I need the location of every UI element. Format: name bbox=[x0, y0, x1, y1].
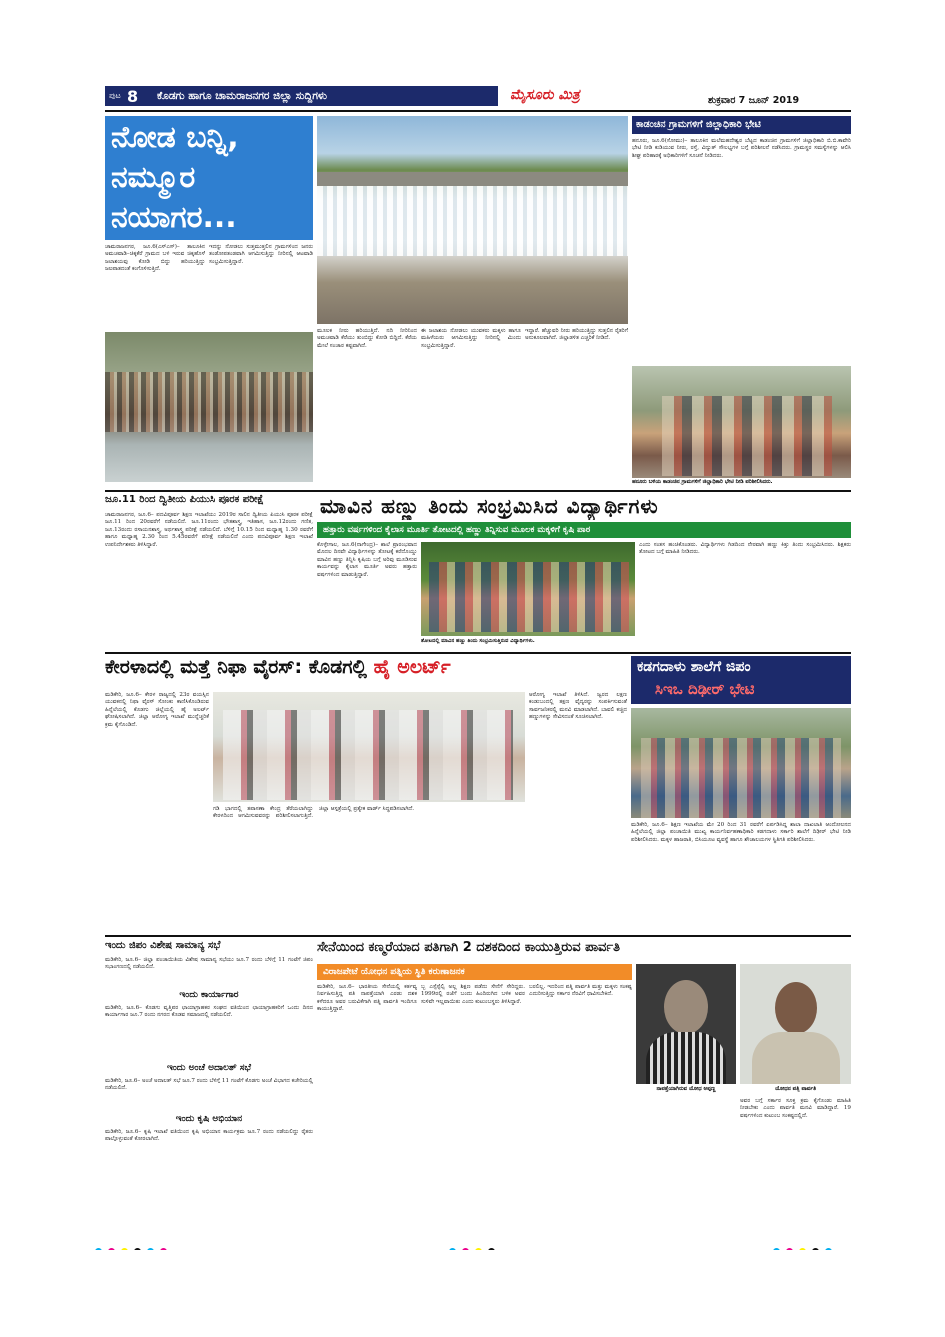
crowd-people bbox=[105, 372, 313, 432]
niagara-col2: ಇದನ್ನು ನೋಡಲು ಸುತ್ತಮುತ್ತಲಿನ ಗ್ರಾಮಗಳಿಂದ ಜನರು ತಂಡೋಪತಂಡವಾಗಿ ಆಗಮಿಸುತ್ತಿದ್ದು ನೀರಿನಲ್ಲಿ ಆಟವಾಡಿ ಸಂಭ್ರಮಿಸುತ್ತಿದ್ದಾರೆ. bbox=[209, 244, 313, 265]
rule-1 bbox=[105, 490, 851, 492]
parvathi-subtitle-bar bbox=[317, 964, 632, 980]
header-rule bbox=[105, 110, 851, 112]
ceo-title-bar bbox=[631, 656, 851, 704]
parvathi-face bbox=[775, 982, 817, 1034]
registration-dots-right bbox=[770, 1240, 860, 1250]
parvathi-title: ಸೇನೆಯಿಂದ ಕಣ್ಮರೆಯಾದ ಪತಿಗಾಗಿ 2 ದಶಕದಿಂದ ಕಾಯುತ್ತಿರುವ ಪಾರ್ವತಿ bbox=[317, 940, 620, 955]
nipah-body3: ಆರೋಗ್ಯ ಇಲಾಖೆ ತಿಳಿಸಿದೆ. ಜ್ವರದ ಲಕ್ಷಣ ಕಂಡುಬಂದಲ್ಲಿ ತಕ್ಷಣ ವೈದ್ಯರನ್ನು ಸಂಪರ್ಕಿಸುವಂತೆ ಸಾರ್ವಜನಿಕರಲ್ಲಿ ಮನವಿ ಮಾಡಲಾಗಿದೆ. ಬಾವಲಿ ಕಚ್ಚಿದ ಹಣ್ಣುಗಳನ್ನು ಸೇವಿಸದಂತೆ ಸೂಚಿಸಲಾಗಿದೆ. bbox=[529, 692, 627, 721]
registration-dots-center bbox=[446, 1240, 526, 1250]
collector-people bbox=[662, 396, 832, 476]
nipah-title-alert: ಹೈ ಅಲರ್ಟ್ bbox=[373, 656, 451, 678]
soldier-photo bbox=[636, 964, 736, 1084]
niagara-col4: ಈ ಜಲಾಶಯ ನೋಡಲು ಯುವಕರು ಮಕ್ಕಳು ಹಾಗೂ ಮಹಿಳೆಯರು ಆಗಮಿಸುತ್ತಿದ್ದು ನೀರಿನಲ್ಲಿ ಮಿಂದು ಸಂಭ್ರಮಿಸುತ್ತಿದ್ದಾರೆ. bbox=[421, 328, 521, 349]
puc-body: ಚಾಮರಾಜನಗರ, ಜೂ.6– ಪದವಿಪೂರ್ವ ಶಿಕ್ಷಣ ಇಲಾಖೆಯು 2019ರ ಸಾಲಿನ ದ್ವಿತೀಯ ಪಿಯುಸಿ ಪೂರಕ ಪರೀಕ್ಷೆ ಜೂ.11 ರಿಂದ 20ರವರೆಗೆ ನಡೆಯಲಿದೆ. ಜೂ.11ರಂದು ಭೌತಶಾಸ್ತ್ರ, ಇತಿಹಾಸ, ಜೂ.12ರಂದು ಗಣಿತ, ಜೂ.13ರಂದು ರಸಾಯನಶಾಸ್ತ್ರ, ಅರ್ಥಶಾಸ್ತ್ರ ಪರೀಕ್ಷೆ ನಡೆಯಲಿದೆ. ಬೆಳಿಗ್ಗೆ 10.15 ರಿಂದ ಮಧ್ಯಾಹ್ನ 1.30 ರವರೆಗೆ ಹಾಗೂ ಮಧ್ಯಾಹ್ನ 2.30 ರಿಂದ 5.45ರವರೆಗೆ ಪರೀಕ್ಷೆ ನಡೆಯಲಿದೆ ಎಂದು ಪದವಿಪೂರ್ವ ಶಿಕ್ಷಣ ಇಲಾಖೆ ಉಪನಿರ್ದೇಶಕರು ತಿಳಿಸಿದ್ದಾರೆ. bbox=[105, 512, 313, 548]
collector-photo bbox=[632, 366, 851, 478]
agri-body: ಮಡಿಕೇರಿ, ಜೂ.6– ಕೃಷಿ ಇಲಾಖೆ ವತಿಯಿಂದ ಕೃಷಿ ಅಭಿಯಾನ ಕಾರ್ಯಕ್ರಮ ಜೂ.7 ರಂದು ನಡೆಯಲಿದ್ದು ರೈತರು ಪಾಲ್ಗೊಳ್ಳುವಂತೆ ಕೋರಲಾಗಿದೆ. bbox=[105, 1129, 313, 1143]
parvathi-body4: ಅವರ ಬಗ್ಗೆ ಸರ್ಕಾರ ಸೂಕ್ತ ಕ್ರಮ ಕೈಗೊಂಡು ಮಾಹಿತಿ ನೀಡಬೇಕು ಎಂದು ಪಾರ್ವತಿ ಮನವಿ ಮಾಡಿದ್ದಾರೆ. 19 ವರ್ಷಗಳಿಂದ ಕುಟುಂಬ ಸಂಕಷ್ಟದಲ್ಲಿದೆ. bbox=[740, 1098, 851, 1119]
nipah-title bbox=[105, 656, 627, 686]
parvathi-photo bbox=[740, 964, 851, 1084]
workshop-title: ಇಂದು ಕಾರ್ಯಾಗಾರ bbox=[179, 990, 239, 1000]
collector-body: ಹನೂರು, ಜೂ.6(ಸೋಮು)– ತಾಲೂಕಿನ ಮಲೆಮಹದೇಶ್ವರ ಬೆಟ್ಟದ ಕಾಡಂಚಿನ ಗ್ರಾಮಗಳಿಗೆ ಜಿಲ್ಲಾಧಿಕಾರಿ ಬಿ.ಬಿ.ಕಾವೇರಿ ಭೇಟಿ ನೀಡಿ ಕುಡಿಯುವ ನೀರು, ರಸ್ತೆ, ವಿದ್ಯುತ್ ಸೌಲಭ್ಯಗಳ ಬಗ್ಗೆ ಪರಿಶೀಲನೆ ನಡೆಸಿದರು. ಗ್ರಾಮಸ್ಥರ ಸಮಸ್ಯೆಗಳನ್ನು ಆಲಿಸಿ ಶೀಘ್ರ ಪರಿಹಾರಕ್ಕೆ ಅಧಿಕಾರಿಗಳಿಗೆ ಸೂಚನೆ ನೀಡಿದರು. bbox=[632, 138, 851, 159]
page-number: 8 bbox=[127, 87, 139, 106]
soldier-face bbox=[664, 980, 708, 1034]
agri-title: ಇಂದು ಕೃಷಿ ಅಭಿಯಾನ bbox=[175, 1114, 243, 1124]
mango-students bbox=[429, 562, 629, 632]
registration-dots-left bbox=[92, 1240, 212, 1250]
page-label: ಪುಟ bbox=[109, 91, 121, 100]
niagara-title-box bbox=[105, 116, 313, 240]
nipah-body1: ಮಡಿಕೇರಿ, ಜೂ.6– ಕೇರಳ ರಾಜ್ಯದಲ್ಲಿ 23ರ ವಯಸ್ಸಿನ ಯುವಕನಲ್ಲಿ ನಿಫಾ ವೈರಸ್ ಸೋಂಕು ಕಾಣಿಸಿಕೊಂಡಿರುವ ಹಿನ್ನೆಲೆಯಲ್ಲಿ ಕೊಡಗು ಜಿಲ್ಲೆಯಲ್ಲಿ ಹೈ ಅಲರ್ಟ್ ಘೋಷಿಸಲಾಗಿದೆ. ಜಿಲ್ಲಾ ಆರೋಗ್ಯ ಇಲಾಖೆ ಮುನ್ನೆಚ್ಚರಿಕೆ ಕ್ರಮ ಕೈಗೊಂಡಿದೆ. bbox=[105, 692, 209, 728]
paper-name bbox=[510, 84, 630, 108]
parvathi-saree bbox=[752, 1032, 840, 1084]
nipah-officials bbox=[223, 710, 513, 800]
puc-title: ಜೂ.11 ರಿಂದ ದ್ವಿತೀಯ ಪಿಯುಸಿ ಪೂರಕ ಪರೀಕ್ಷೆ bbox=[105, 494, 264, 505]
crowd-photo bbox=[105, 332, 313, 482]
issue-date-text: ಶುಕ್ರವಾರ 7 ಜೂನ್ 2019 bbox=[708, 95, 800, 106]
workshop-body: ಮಡಿಕೇರಿ, ಜೂ.6– ಕೊಡಗು ವೃತ್ತಿಪರ ಛಾಯಾಗ್ರಾಹಕರ ಸಂಘದ ವತಿಯಿಂದ ಛಾಯಾಗ್ರಾಹಕರಿಗೆ ಒಂದು ದಿನದ ಕಾರ್ಯಾಗಾರ ಜೂ.7 ರಂದು ನಗರದ ಕೊಡವ ಸಮಾಜದಲ್ಲಿ ನಡೆಯಲಿದೆ. bbox=[105, 1005, 313, 1019]
parvathi-body2: ಬ್ಬ ಎಸ್ಸೆಸ್ಸೆಲ್ಸಿ ಅಲ್ಲ ಶಿಕ್ಷಣ ಪಡೆದು ಸೇನೆಗೆ ಸೇರಿದ್ದರು. 1999ರಲ್ಲಿ ರಜೆಗೆ ಬಂದು ಹಿಂದಿರುಗಿದ ಬಳಿಕ ಅವರ ಸುಳಿವೇ ಇಲ್ಲವಾಯಿತು ಎಂದು ಕುಟುಂಬಸ್ಥರು ತಿಳಿಸಿದ್ದಾರೆ. bbox=[421, 984, 525, 1005]
collector-caption: ಹನೂರು ಬಳಿಯ ಕಾಡಂಚಿನ ಗ್ರಾಮಗಳಿಗೆ ಜಿಲ್ಲಾಧಿಕಾರಿ ಭೇಟಿ ನೀಡಿ ಪರಿಶೀಲಿಸಿದರು. bbox=[632, 479, 773, 485]
waterfall-foam bbox=[317, 186, 628, 256]
postal-body: ಮಡಿಕೇರಿ, ಜೂ.6– ಅಂಚೆ ಅದಾಲತ್ ಸಭೆ ಜೂ.7 ರಂದು ಬೆಳಿಗ್ಗೆ 11 ಗಂಟೆಗೆ ಕೊಡಗು ಅಂಚೆ ವಿಭಾಗದ ಕಚೇರಿಯಲ್ಲಿ ನಡೆಯಲಿದೆ. bbox=[105, 1078, 313, 1092]
zp-body: ಮಡಿಕೇರಿ, ಜೂ.6– ಜಿಲ್ಲಾ ಪಂಚಾಯಿತಿಯ ವಿಶೇಷ ಸಾಮಾನ್ಯ ಸಭೆಯು ಜೂ.7 ರಂದು ಬೆಳಿಗ್ಗೆ 11 ಗಂಟೆಗೆ ಜಿಪಂ ಸಭಾಂಗಣದಲ್ಲಿ ನಡೆಯಲಿದೆ. bbox=[105, 957, 313, 971]
niagara-col1: ಚಾಮರಾಜನಗರ, ಜೂ.6(ಎಸ್‌ಎಸ್)– ತಾಲೂಕಿನ ಅಮಚವಾಡಿ–ಚಿಕ್ಕಕೆರೆ ಗ್ರಾಮದ ಬಳಿ ಇರುವ ಚಿಕ್ಕಹೊಳೆ ಜಲಾಶಯವು ಕೋಡಿ ಬಿದ್ದು ಹರಿಯುತ್ತಿದ್ದು ಜಲಪಾತದಂತೆ ಕಂಗೊಳಿಸುತ್ತಿದೆ. bbox=[105, 244, 205, 273]
collector-title-bar bbox=[632, 116, 851, 134]
paper-name-text: ಮೈಸೂರು ಮಿತ್ರ bbox=[510, 87, 580, 103]
niagara-title: ನೋಡ ಬನ್ನಿ, ನಮ್ಮೂರ ನಯಾಗರ... bbox=[111, 120, 239, 235]
ceo-title-line1: ಕಡಗದಾಳು ಶಾಲೆಗೆ ಜಿಪಂ bbox=[637, 659, 751, 675]
mango-body2: ಎಂದು ಸಂತಸ ಹಂಚಿಕೊಂಡರು. ವಿದ್ಯಾರ್ಥಿಗಳು ಗಿಡದಿಂದ ನೇರವಾಗಿ ಹಣ್ಣು ಕಿತ್ತು ತಿಂದು ಸಂಭ್ರಮಿಸಿದರು. ಶಿಕ್ಷಕರು ತೋಟದ ಬಗ್ಗೆ ಮಾಹಿತಿ ನೀಡಿದರು. bbox=[639, 542, 851, 556]
ceo-body: ಮಡಿಕೇರಿ, ಜೂ.6– ಶಿಕ್ಷಣ ಇಲಾಖೆಯ ಮೇ 20 ರಿಂದ 31 ರವರೆಗೆ ಏರ್ಪಡಿಸಿದ್ದ ಶಾಲಾ ದಾಖಲಾತಿ ಆಂದೋಲನದ ಹಿನ್ನೆಲೆಯಲ್ಲಿ ಜಿಲ್ಲಾ ಪಂಚಾಯಿತಿ ಮುಖ್ಯ ಕಾರ್ಯನಿರ್ವಹಣಾಧಿಕಾರಿ ಕಡಗದಾಳು ಸರ್ಕಾರಿ ಶಾಲೆಗೆ ದಿಢೀರ್ ಭೇಟಿ ನೀಡಿ ಪರಿಶೀಲಿಸಿದರು. ಮಕ್ಕಳ ಹಾಜರಾತಿ, ಬಿಸಿಯೂಟ ವ್ಯವಸ್ಥೆ ಹಾಗೂ ಶೌಚಾಲಯಗಳ ಸ್ಥಿತಿಗತಿ ಪರಿಶೀಲಿಸಿದರು. bbox=[631, 822, 851, 843]
ceo-photo bbox=[631, 708, 851, 818]
ceo-title-line2: ಸಿಇಒ ದಿಢೀರ್ ಭೇಟಿ bbox=[655, 680, 755, 698]
niagara-col3: ಮೂಲಕ ನೀರು ಹರಿಯುತ್ತಿದೆ. ನದಿ ನೀರಿನಿಂದ ಅಮಚವಾಡಿ ಕೆರೆಯು ತುಂಬಿದ್ದು ಕೋಡಿ ಬಿದ್ದಿದೆ. ಕೆರೆಯ ಮೇಲೆ ಸಂಚಾರ ಕಷ್ಟವಾಗಿದೆ. bbox=[317, 328, 417, 349]
page-badge bbox=[105, 86, 151, 106]
parvathi-subtitle: ವಿರಾಜಪೇಟೆ ಯೋಧನ ಪತ್ನಿಯ ಸ್ಥಿತಿ ಕರುಣಾಜನಕ bbox=[323, 967, 465, 977]
nipah-title-main: ಕೇರಳಾದಲ್ಲಿ ಮತ್ತೆ ನಿಫಾ ವೈರಸ್: ಕೊಡಗಲ್ಲಿ bbox=[105, 656, 367, 678]
postal-title: ಇಂದು ಅಂಚೆ ಅದಾಲತ್ ಸಭೆ bbox=[166, 1063, 252, 1073]
mango-subtitle-bar bbox=[317, 522, 851, 538]
soldier-caption: ನಾಪತ್ತೆಯಾಗಿರುವ ಯೋಧ ಅಪ್ಪಣ್ಣ bbox=[656, 1086, 716, 1092]
parvathi-body1: ಮಡಿಕೇರಿ, ಜೂ.6– ಭಾರತೀಯ ಸೇನೆಯಲ್ಲಿ ಕರ್ತವ್ಯ ನಿರ್ವಹಿಸುತ್ತಿದ್ದ ಪತಿ ನಾಪತ್ತೆಯಾಗಿ ಎರಡು ದಶಕ ಕಳೆದರೂ ಅವರ ಬರುವಿಕೆಗಾಗಿ ಪತ್ನಿ ಪಾರ್ವತಿ ಇಂದಿಗೂ ಕಾಯುತ್ತಿದ್ದಾರೆ. bbox=[317, 984, 417, 1013]
parvathi-body3: ಬರಲಿಲ್ಲ. ಇದರಿಂದ ಪತ್ನಿ ಪಾರ್ವತಿ ಮತ್ತು ಮಕ್ಕಳು ಸಂಕಷ್ಟ ಎದುರಿಸುತ್ತಿದ್ದು ಸರ್ಕಾರ ನೆರವಿಗೆ ಧಾವಿಸಬೇಕಿದೆ. bbox=[529, 984, 632, 998]
rule-3 bbox=[105, 935, 851, 937]
nipah-body2: ಗಡಿ ಭಾಗದಲ್ಲಿ ತಪಾಸಣಾ ಕೇಂದ್ರ ತೆರೆಯಲಾಗಿದ್ದು ಕೇರಳದಿಂದ ಆಗಮಿಸುವವರನ್ನು ಪರಿಶೀಲಿಸಲಾಗುತ್ತಿದೆ. ಜಿಲ್ಲಾ ಆಸ್ಪತ್ರೆಯಲ್ಲಿ ಪ್ರತ್ಯೇಕ ವಾರ್ಡ್ ಸಿದ್ಧಪಡಿಸಲಾಗಿದೆ. bbox=[213, 806, 415, 820]
dam-wall bbox=[317, 172, 628, 186]
mango-caption: ತೋಟದಲ್ಲಿ ಮಾವಿನ ಹಣ್ಣು ತಿಂದು ಸಂಭ್ರಮಿಸುತ್ತಿರುವ ವಿದ್ಯಾರ್ಥಿಗಳು. bbox=[421, 638, 535, 644]
waterfall-photo bbox=[317, 116, 628, 324]
soldier-sweater bbox=[646, 1032, 726, 1084]
rule-2 bbox=[105, 652, 851, 654]
parvathi-caption: ಯೋಧನ ಪತ್ನಿ ಪಾರ್ವತಿ bbox=[774, 1086, 817, 1092]
mango-photo bbox=[421, 542, 635, 636]
section-title: ಕೊಡಗು ಹಾಗೂ ಚಾಮರಾಜನಗರ ಜಿಲ್ಲಾ ಸುದ್ದಿಗಳು bbox=[157, 90, 327, 102]
section-title-bar bbox=[151, 86, 498, 106]
ceo-people bbox=[641, 738, 841, 818]
mango-subtitle: ಹತ್ತಾರು ವರ್ಷಗಳಿಂದ ಕೈಲಾಸ ಮೂರ್ತಿ ತೋಟದಲ್ಲಿ ಹಣ್ಣು ತಿನ್ನಿಸುವ ಮೂಲಕ ಮಕ್ಕಳಿಗೆ ಕೃಷಿ ಪಾಠ bbox=[323, 525, 591, 535]
mango-body1: ಕೊಳ್ಳೇಗಾಲ, ಜೂ.6(ನಾಗೇಂದ್ರ)– ಶಾಲೆ ಪ್ರಾರಂಭವಾದ ಮೊದಲ ದಿನವೇ ವಿದ್ಯಾರ್ಥಿಗಳನ್ನು ತೋಟಕ್ಕೆ ಕರೆದೊಯ್ದು ಮಾವಿನ ಹಣ್ಣು ತಿನ್ನಿಸಿ ಕೃಷಿಯ ಬಗ್ಗೆ ಅರಿವು ಮೂಡಿಸುವ ಕಾರ್ಯವನ್ನು ಕೈಲಾಸ ಮೂರ್ತಿ ಅವರು ಹತ್ತಾರು ವರ್ಷಗಳಿಂದ ಮಾಡುತ್ತಿದ್ದಾರೆ. bbox=[317, 542, 417, 578]
zp-title: ಇಂದು ಜಿಪಂ ವಿಶೇಷ ಸಾಮಾನ್ಯ ಸಭೆ bbox=[105, 940, 221, 951]
niagara-col5: ಇದ್ದಾರೆ. ಹೆಚ್ಚುವರಿ ನೀರು ಹರಿಯುತ್ತಿದ್ದು ಸುತ್ತಲಿನ ರೈತರಿಗೆ ಅನುಕೂಲವಾಗಿದೆ. ಜಿಲ್ಲಾಡಳಿತ ಎಚ್ಚರಿಕೆ ನೀಡಿದೆ. bbox=[525, 328, 628, 342]
collector-title: ಕಾಡಂಚಿನ ಗ್ರಾಮಗಳಿಗೆ ಜಿಲ್ಲಾಧಿಕಾರಿ ಭೇಟಿ bbox=[636, 119, 761, 130]
mango-title: ಮಾವಿನ ಹಣ್ಣು ತಿಂದು ಸಂಭ್ರಮಿಸಿದ ವಿದ್ಯಾರ್ಥಿಗಳು bbox=[320, 494, 659, 518]
nipah-photo bbox=[213, 692, 525, 802]
issue-date bbox=[708, 88, 848, 106]
